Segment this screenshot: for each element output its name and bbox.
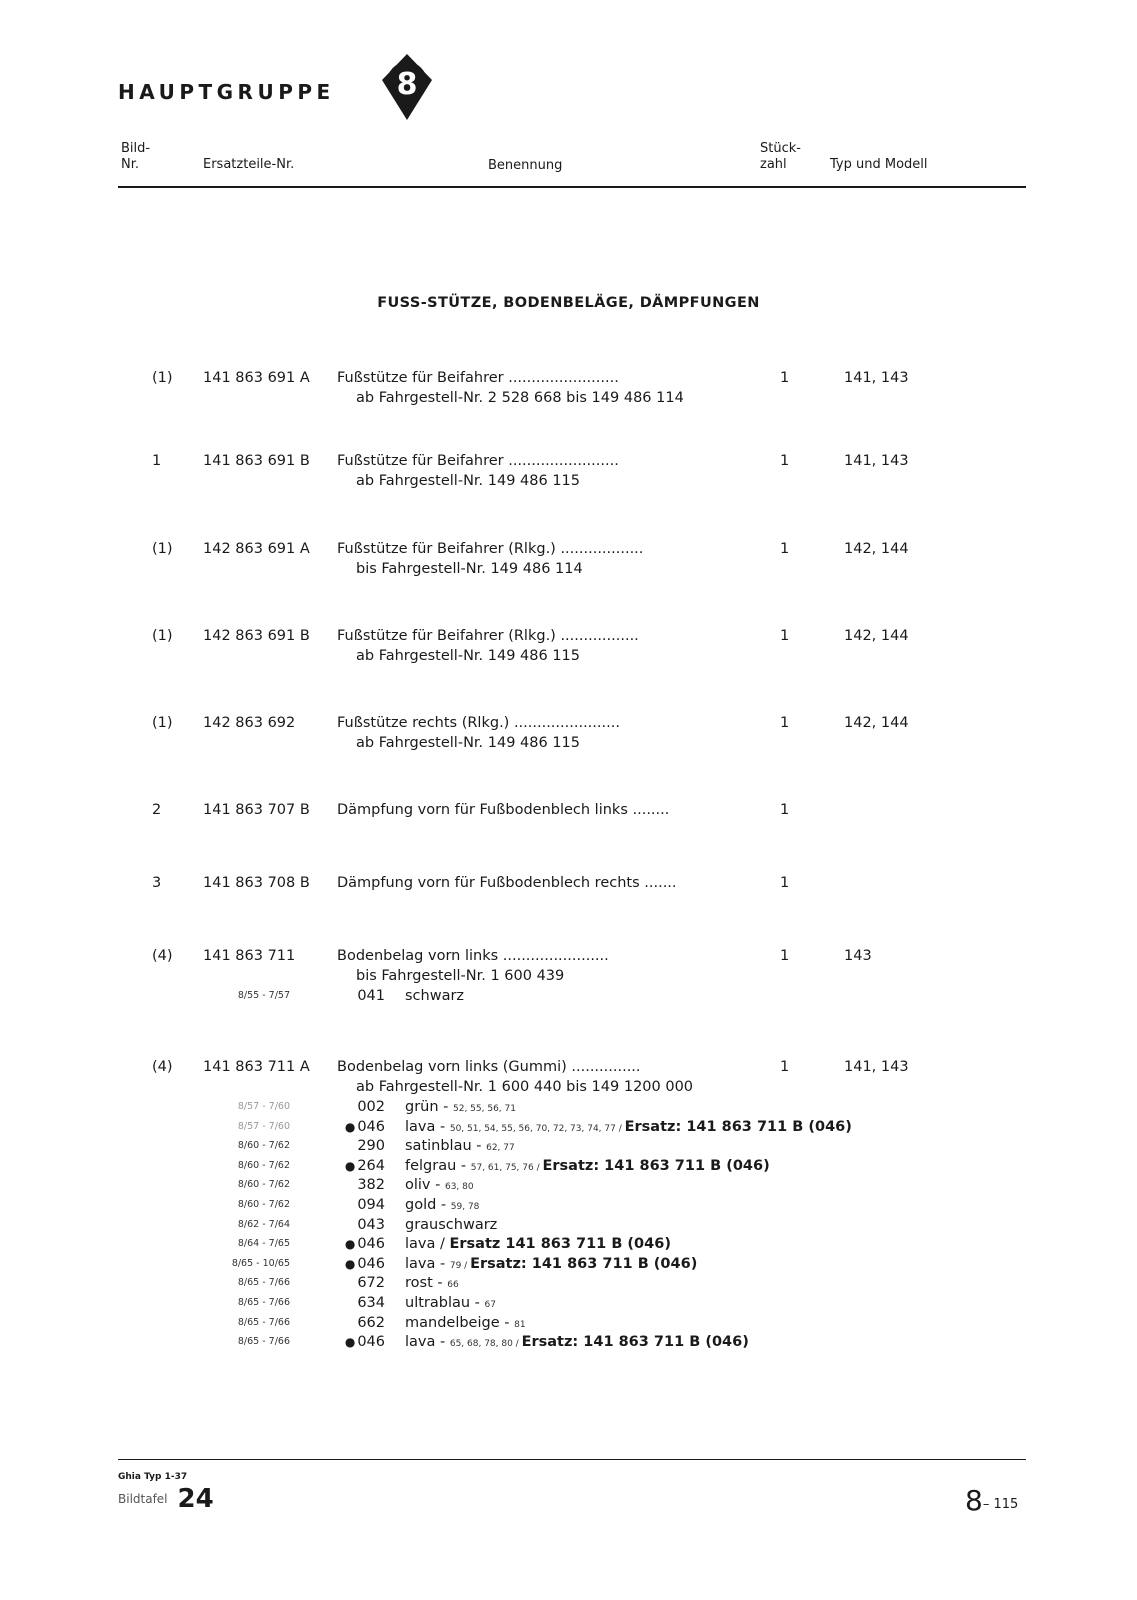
color-code: 002 [357,1099,385,1115]
color-name: lava - 65, 68, 78, 80 / Ersatz: 141 863 711 B (046) [405,1334,749,1351]
type-model: 142, 144 [844,715,909,731]
chassis-range: ab Fahrgestell-Nr. 149 486 115 [356,473,581,489]
validity-date: 8/65 - 7/66 [237,1297,290,1308]
bullet-icon: ● [344,1119,356,1134]
col-stueckzahl: Stück- zahl [760,141,801,172]
validity-date: 8/60 - 7/62 [237,1199,290,1210]
color-code: 662 [357,1314,385,1331]
model-codes: 59, 78 [450,1202,480,1212]
page-number [965,1484,1018,1517]
chassis-range: ab Fahrgestell-Nr. 149 486 115 [356,648,581,664]
validity-date: 8/60 - 7/62 [237,1179,290,1191]
color-name: mandelbeige - 81 [405,1314,526,1331]
bild-nr: (4) [152,948,173,964]
type-model: 141, 143 [844,453,909,469]
validity-date: 8/65 - 7/66 [237,1316,290,1328]
color-code: 634 [357,1295,385,1311]
part-description: Bodenbelag vorn links ....................... [337,948,609,964]
color-code: 382 [357,1177,385,1194]
quantity: 1 [780,1059,790,1075]
color-name: oliv - 63, 80 [405,1177,474,1194]
part-number: 141 863 707 B [203,802,310,818]
part-number: 142 863 691 A [203,541,310,557]
bild-nr: (4) [152,1059,173,1075]
group-number: 8 [396,67,418,102]
model-codes: 57, 61, 75, 76 / [470,1162,543,1173]
color-name: felgrau - 57, 61, 75, 76 / Ersatz: 141 863 711 B (046) [405,1157,770,1174]
col-benennung: Benennung [488,158,563,173]
chassis-range: bis Fahrgestell-Nr. 1 600 439 [356,968,565,984]
quantity: 1 [780,541,790,557]
replacement-note: Ersatz: 141 863 711 B (046) [521,1334,749,1351]
bild-nr: (1) [152,541,173,557]
validity-date: 8/57 - 7/60 [237,1101,290,1112]
color-code: 290 [357,1138,385,1155]
color-code: ● 046 [344,1255,385,1272]
part-description: Bodenbelag vorn links (Gummi) ............... [337,1059,641,1075]
type-model: 142, 144 [844,628,909,644]
validity-date: 8/57 - 7/60 [237,1120,290,1132]
part-description: Dämpfung vorn für Fußbodenblech rechts ....... [337,875,677,891]
bullet-icon: ● [344,1158,356,1173]
color-name: schwarz [405,988,465,1004]
chassis-range: ab Fahrgestell-Nr. 2 528 668 bis 149 486 114 [356,390,684,406]
validity-date: 8/60 - 7/62 [237,1159,290,1171]
type-model: 141, 143 [844,370,909,386]
color-name: lava - 50, 51, 54, 55, 56, 70, 72, 73, 74, 77 / Ersatz: 141 863 711 B (046) [405,1118,852,1135]
type-model: 143 [844,948,872,964]
color-name: ultrablau - 67 [405,1295,496,1311]
footer-bildtafel [118,1484,214,1514]
part-number: 141 863 711 [203,948,296,964]
bildtafel-label: Bildtafel [118,1492,168,1506]
section-title: FUSS-STÜTZE, BODENBELÄGE, DÄMPFUNGEN [377,295,760,311]
header-rule [118,186,1026,188]
model-codes: 65, 68, 78, 80 / [449,1339,522,1350]
color-code: 043 [357,1216,385,1233]
chassis-range: bis Fahrgestell-Nr. 149 486 114 [356,561,583,577]
quantity: 1 [780,715,790,731]
model-codes: 50, 51, 54, 55, 56, 70, 72, 73, 74, 77 / [449,1123,625,1134]
color-code: 672 [357,1275,385,1292]
color-name: gold - 59, 78 [405,1197,480,1213]
validity-date: 8/62 - 7/64 [237,1218,290,1230]
model-codes: 63, 80 [444,1182,474,1193]
bullet-icon: ● [344,1335,356,1350]
model-codes: 62, 77 [486,1143,515,1154]
quantity: 1 [780,875,790,891]
replacement-note: Ersatz: 141 863 711 B (046) [624,1118,852,1135]
color-name: lava - 79 / Ersatz: 141 863 711 B (046) [405,1255,698,1272]
col-bild-nr: Bild- Nr. [121,141,151,172]
color-code: ● 264 [344,1157,385,1174]
col-typ-modell: Typ und Modell [830,157,928,172]
part-number: 141 863 691 B [203,453,310,469]
part-number: 141 863 691 A [203,370,310,386]
quantity: 1 [780,628,790,644]
part-description: Fußstütze für Beifahrer ........................ [337,453,619,469]
validity-date: 8/65 - 7/66 [237,1336,290,1348]
bild-nr: 1 [152,453,162,469]
footer-rule [118,1459,1026,1460]
bullet-icon: ● [344,1256,356,1271]
quantity: 1 [780,802,790,818]
replacement-note: Ersatz: 141 863 711 B (046) [470,1255,698,1272]
model-codes: 79 / [449,1260,471,1271]
color-name: satinblau - 62, 77 [405,1138,515,1155]
part-description: Fußstütze für Beifahrer (Rlkg.) .................. [337,541,644,557]
validity-date: 8/65 - 10/65 [231,1257,290,1269]
group-number-badge [380,52,434,122]
color-code: 041 [357,988,385,1004]
bullet-icon: ● [344,1237,356,1252]
color-code: ● 046 [344,1118,385,1135]
bild-nr: (1) [152,715,173,731]
part-number: 142 863 692 [203,715,296,731]
footer-model: Ghia Typ 1-37 [118,1472,188,1482]
model-codes: 67 [484,1300,496,1310]
color-name: lava / Ersatz 141 863 711 B (046) [405,1236,671,1253]
part-description: Fußstütze für Beifahrer (Rlkg.) ................. [337,628,639,644]
bildtafel-number: 24 [177,1484,214,1514]
part-number: 141 863 711 A [203,1059,310,1075]
color-code: 094 [357,1197,385,1213]
type-model: 142, 144 [844,541,909,557]
validity-date: 8/65 - 7/66 [237,1277,290,1289]
page-main: 8 [965,1484,983,1517]
part-description: Fußstütze rechts (Rlkg.) ....................... [337,715,620,731]
bild-nr: 2 [152,802,162,818]
color-name: grauschwarz [405,1216,498,1233]
quantity: 1 [780,453,790,469]
bild-nr: (1) [152,628,173,644]
bild-nr: (1) [152,370,173,386]
chassis-range: ab Fahrgestell-Nr. 1 600 440 bis 149 1200 000 [356,1079,694,1095]
validity-date: 8/64 - 7/65 [237,1238,290,1250]
part-description: Fußstütze für Beifahrer ........................ [337,370,619,386]
part-number: 141 863 708 B [203,875,310,891]
replacement-note: Ersatz 141 863 711 B (046) [449,1236,671,1253]
chassis-range: ab Fahrgestell-Nr. 149 486 115 [356,735,581,751]
part-number: 142 863 691 B [203,628,310,644]
part-description: Dämpfung vorn für Fußbodenblech links ........ [337,802,670,818]
group-title: HAUPTGRUPPE [118,80,335,104]
color-name: rost - 66 [405,1275,459,1292]
model-codes: 52, 55, 56, 71 [453,1104,516,1114]
page-sub: – 115 [982,1497,1019,1512]
model-codes: 81 [514,1319,526,1330]
quantity: 1 [780,948,790,964]
color-code: ● 046 [344,1236,385,1253]
validity-date: 8/60 - 7/62 [237,1140,290,1152]
col-ersatzteile-nr: Ersatzteile-Nr. [203,157,295,172]
color-code: ● 046 [344,1334,385,1351]
bild-nr: 3 [152,875,162,891]
color-name: grün - 52, 55, 56, 71 [405,1099,516,1115]
replacement-note: Ersatz: 141 863 711 B (046) [542,1157,770,1174]
model-codes: 66 [447,1280,459,1291]
validity-date: 8/55 - 7/57 [237,990,290,1001]
quantity: 1 [780,370,790,386]
type-model: 141, 143 [844,1059,909,1075]
